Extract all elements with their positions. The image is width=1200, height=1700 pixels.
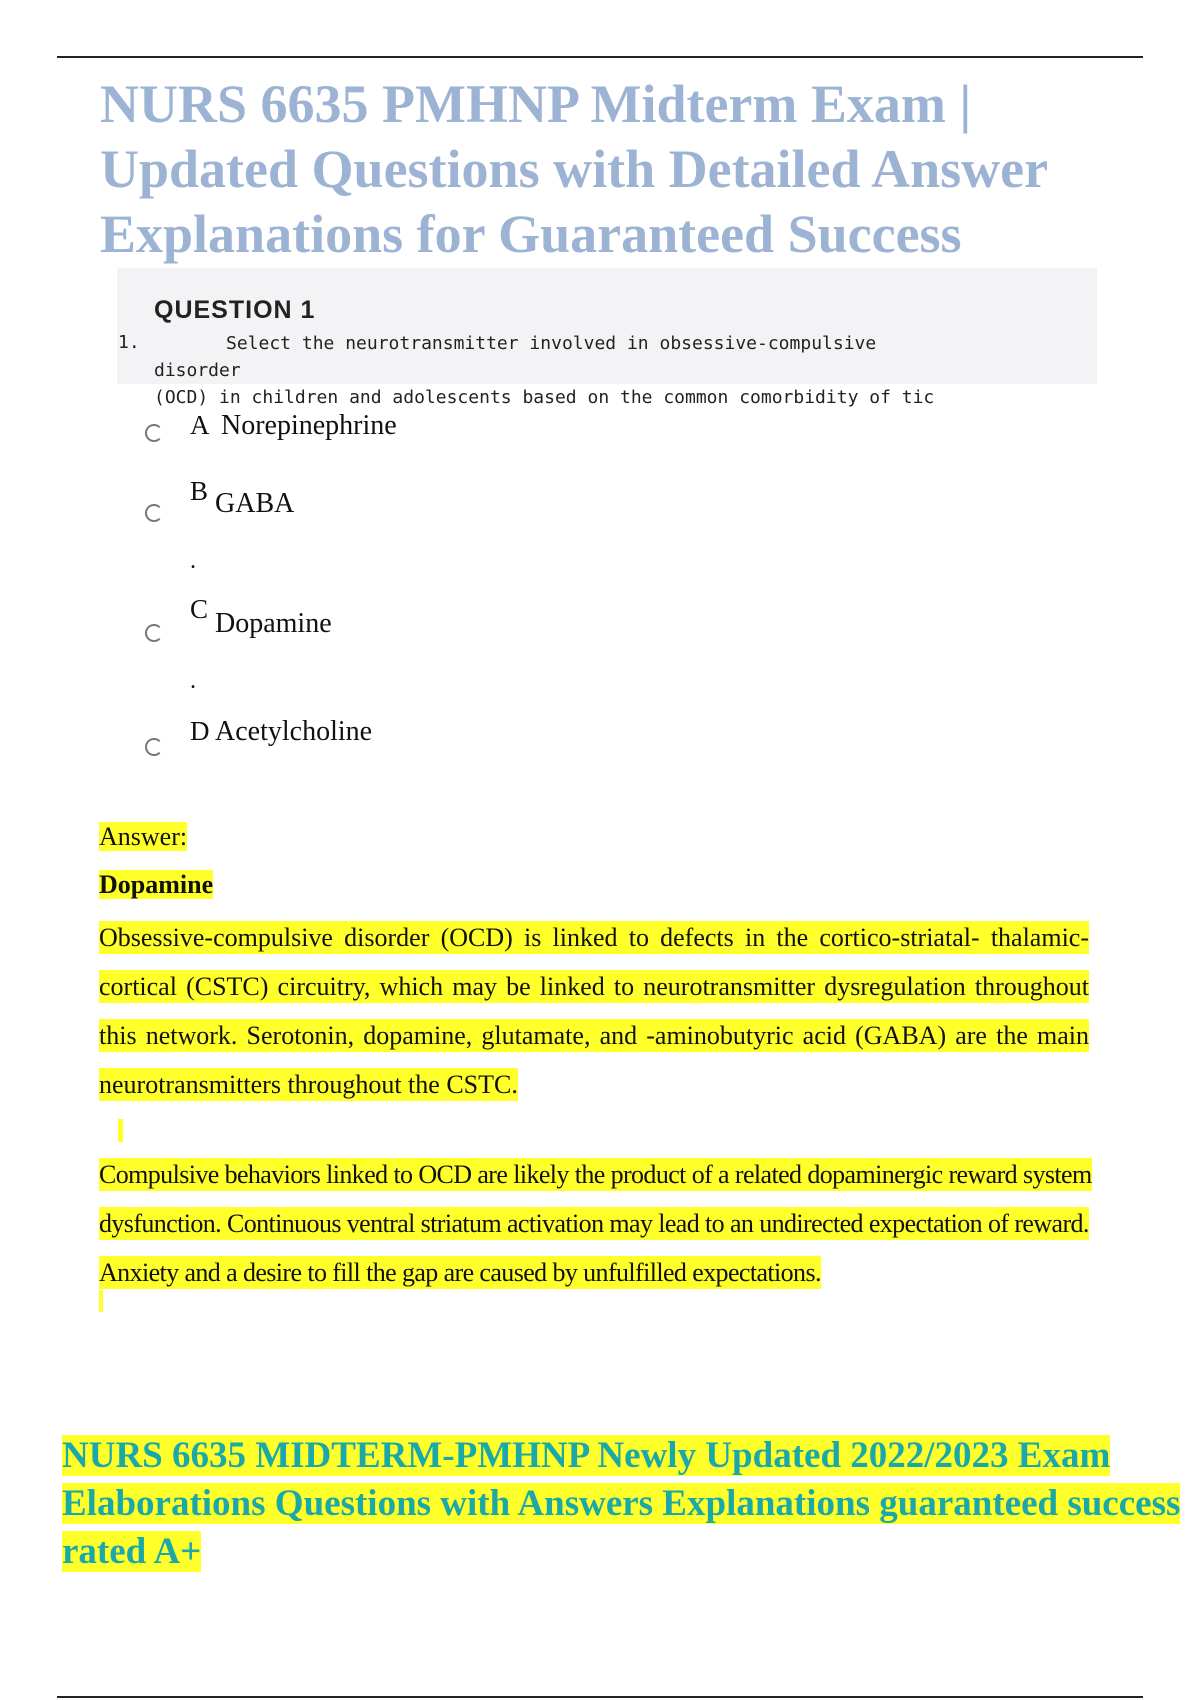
answer-value-row [99, 870, 1169, 900]
highlight-marker [99, 1290, 103, 1312]
explanation-paragraph-1 [99, 913, 1089, 1109]
answer-label-row [99, 822, 1169, 852]
option-letter: B [190, 476, 209, 506]
option-label: Acetylcholine [215, 716, 373, 747]
option-letter: A [190, 410, 210, 440]
option-label: Dopamine [215, 608, 332, 639]
option-dot: . [190, 668, 196, 694]
explanation-text-2: Compulsive behaviors linked to OCD are likely the product of a related dopaminergic reward system dysfunction. Continuous ventral striatum activation may lead to an undirected expectation of reward. Anxiety and a desire to fill the gap are caused by unfulfilled expectations. [99, 1160, 1092, 1287]
answer-value: Dopamine [99, 870, 214, 899]
radio-icon[interactable] [145, 504, 163, 522]
radio-icon[interactable] [145, 424, 163, 442]
question-text: Select the neurotransmitter involved in obsessive-compulsive disorder (OCD) in children and adolescents based on the common comorbidity of tic [154, 333, 935, 408]
bottom-rule [57, 1696, 1143, 1698]
explanation-text-1: Obsessive-compulsive disorder (OCD) is linked to defects in the cortico-striatal- thalamic-cortical (CSTC) circuitry, which may be linked to neurotransmitter dysregulation throughout this network. Serotonin, dopamine, glutamate, and -aminobutyric acid (GABA) are the main neurotransmitters throughout the CSTC. [99, 923, 1089, 1099]
radio-icon[interactable] [145, 624, 163, 642]
promo-text: NURS 6635 MIDTERM-PMHNP Newly Updated 2022/2023 Exam Elaborations Questions with Answers Explanations guaranteed success rated A+ [62, 1435, 1181, 1572]
answer-label: Answer: [99, 822, 188, 851]
option-label: GABA [215, 488, 295, 519]
option-letter: C [190, 594, 209, 624]
explanation-paragraph-2 [99, 1150, 1169, 1297]
question-number: 1. [118, 332, 140, 353]
promo-heading [62, 1432, 1192, 1576]
top-rule [57, 56, 1143, 58]
option-dot: . [190, 548, 196, 574]
document-title: NURS 6635 PMHNP Midterm Exam | Updated Questions with Detailed Answer Explanations for Guaranteed Success [100, 74, 1048, 264]
question-heading: QUESTION 1 [154, 296, 316, 324]
radio-icon[interactable] [145, 738, 163, 756]
highlight-marker [118, 1119, 123, 1142]
option-label: Norepinephrine [221, 410, 397, 441]
option-letter: D [190, 716, 210, 746]
